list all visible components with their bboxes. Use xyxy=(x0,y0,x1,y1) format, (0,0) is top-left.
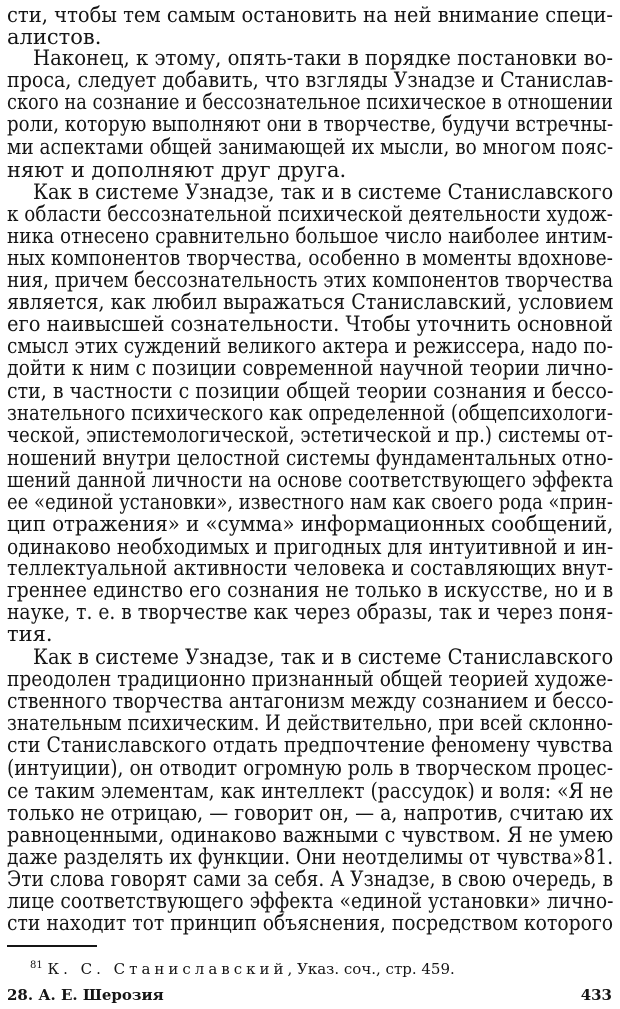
page-number: 433 xyxy=(580,986,612,1004)
text-line: Как в системе Узнадзе, так и в системе Станиславского xyxy=(33,645,613,670)
text-line: Как в системе Узнадзе, так и в системе Станиславского xyxy=(33,179,613,204)
text-line: знательного психического как определенной (общепсихологи- xyxy=(7,401,613,426)
text-line: знательным психическим. И действительно, при всей склонно- xyxy=(7,711,613,736)
text-line: ных компонентов творчества, особенно в моменты вдохнове- xyxy=(7,245,614,270)
text-line: тия. xyxy=(7,622,53,647)
text-line: роли, которую выполняют они в творчестве, будучи встречны- xyxy=(7,112,613,137)
text-line: ми аспектами общей занимающей их мысли, во многом пояс- xyxy=(7,135,613,160)
footnote-marker: 81 xyxy=(30,960,43,971)
text-line: даже разделять их функции. Они неотделимы от чувства»81. xyxy=(7,844,614,869)
text-line: проса, следует добавить, что взгляды Узнадзе и Станислав- xyxy=(7,68,614,93)
text-line: является, как любил выражаться Станиславский, условием xyxy=(7,290,613,315)
text-line: се таким элементам, как интеллект (рассудок) и воля: «Я не xyxy=(7,778,614,803)
text-line: сти, в частности с позиции общей теории сознания и бессо- xyxy=(7,379,614,404)
text-line: ния, причем бессознательность этих компонентов творчества xyxy=(7,267,614,292)
text-line: ее «единой установки», известного нам как своего рода «прин- xyxy=(7,489,613,514)
text-line: сти Станиславского отдать предпочтение феномену чувства xyxy=(7,733,613,758)
text-line: теллектуальной активности человека и составляющих внут- xyxy=(7,555,613,580)
text-line: алистов. xyxy=(7,25,102,50)
text-line: дойти к ним с позиции современной научной теории личнo- xyxy=(7,356,613,381)
footnote xyxy=(30,956,455,979)
text-line: ческой, эпистемологической, эстетической и пр.) системы от- xyxy=(7,423,614,448)
text-line: только не отрицаю, — говорит он, — а, напротив, считаю их xyxy=(7,800,613,825)
footnote-author: К. С. Станиславский xyxy=(47,960,288,978)
text-line: равноценными, одинаково важными с чувством. Я не умею xyxy=(7,822,613,847)
text-line: Эти слова говорят сами за себя. А Узнадзе, в свою очередь, в xyxy=(7,866,614,891)
printer-signature: 28. А. Е. Шерозия xyxy=(7,986,164,1004)
text-line: сти, чтобы тем самым остановить на ней внимание специ- xyxy=(7,3,613,27)
text-line: преодолен традиционно признанный общей теорией художе- xyxy=(7,667,614,692)
text-line: науке, т. е. в творчестве как через образы, так и через поня- xyxy=(7,600,614,625)
text-line: его наивысшей сознательности. Чтобы уточнить основной xyxy=(7,312,613,337)
text-line: цип отражения» и «сумма» информационных сообщений, xyxy=(7,511,614,536)
text-line: смысл этих суждений великого актера и режиссера, надо по- xyxy=(7,334,613,359)
text-line: греннее единство его сознания не только в искусстве, но и в xyxy=(7,578,614,602)
footnote-divider xyxy=(7,945,97,947)
text-line: одинаково необходимых и пригодных для интуитивной и ин- xyxy=(7,534,613,559)
text-line: Наконец, к этому, опять-таки в порядке постановки во- xyxy=(33,46,614,71)
text-line: сти находит тот принцип объяснения, посредством которого xyxy=(7,911,614,936)
footnote-source: , Указ. соч., стр. 459. xyxy=(287,960,455,978)
text-line: к области бессознательной психической деятельности худож- xyxy=(7,201,613,226)
text-line: (интуиции), он отводит огромную роль в творческом процес- xyxy=(7,755,614,780)
text-line: няют и дополняют друг друга. xyxy=(7,157,347,182)
text-line: ского на сознание и бессознательное психическое в отношении xyxy=(7,90,614,115)
text-line: ношений внутри целостной системы фундаментальных отно- xyxy=(7,445,614,470)
text-line: лице соответствующего эффекта «единой установки» лично- xyxy=(7,888,614,913)
text-line: ника отнесено сравнительно большое число наиболее интим- xyxy=(7,223,614,248)
text-line: ственного творчества антагонизм между сознанием и бессо- xyxy=(7,689,614,714)
text-line: шений данной личности на основе соответствующего эффекта xyxy=(7,467,614,492)
